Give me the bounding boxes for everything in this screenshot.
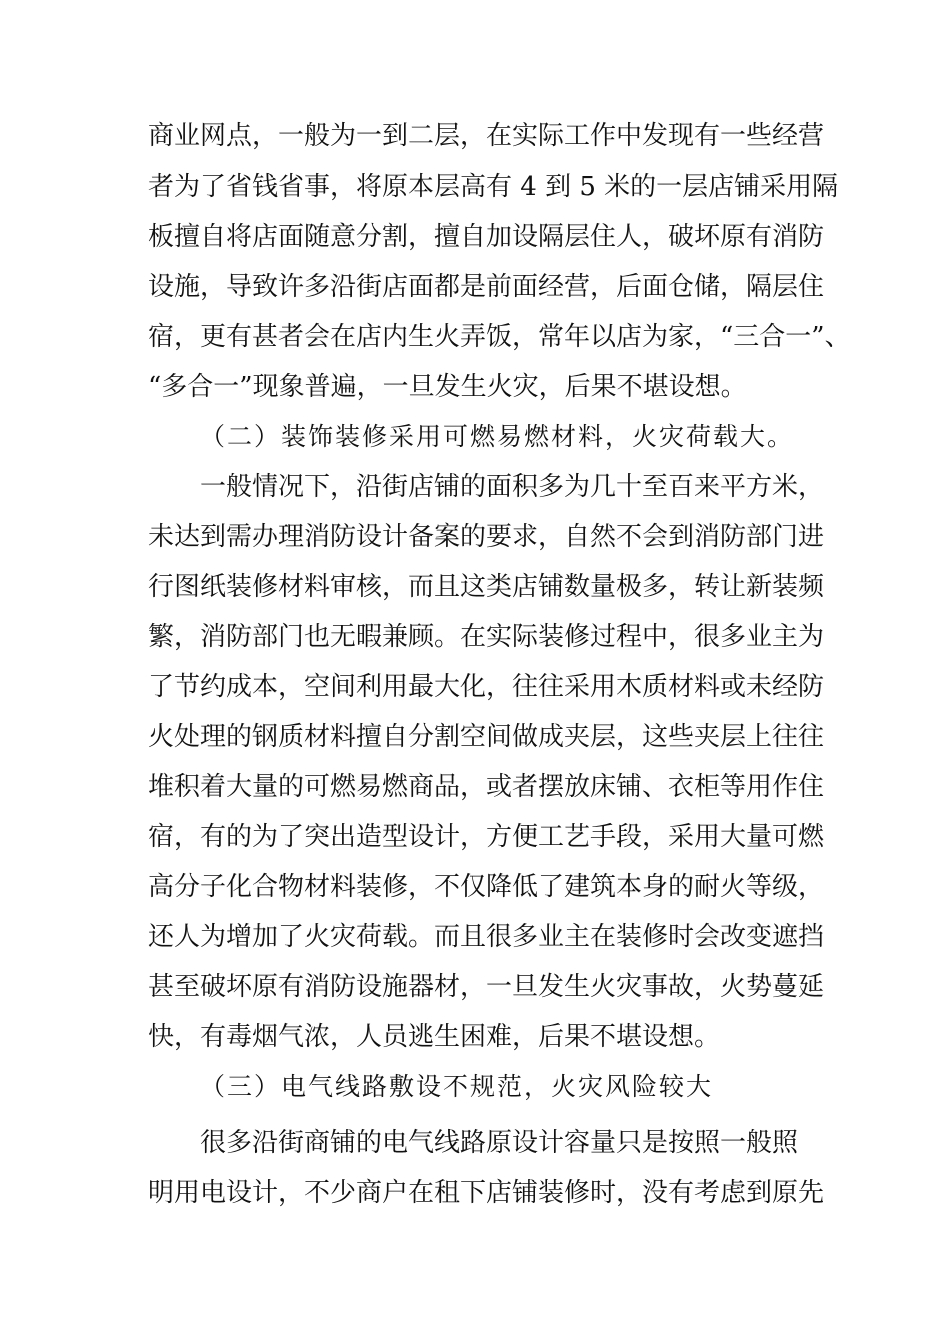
text-line: 宿，有的为了突出造型设计，方便工艺手段，采用大量可燃 <box>148 822 825 852</box>
text-line: 一般情况下，沿街店铺的面积多为几十至百来平方米， <box>200 472 825 502</box>
section-heading-2: （二）装饰装修采用可燃易燃材料，火灾荷载大。 <box>200 422 795 451</box>
text-line: 行图纸装修材料审核，而且这类店铺数量极多，转让新装频 <box>148 572 825 602</box>
text-line: 者为了省钱省事，将原本层高有 4 到 5 米的一层店铺采用隔 <box>148 172 839 202</box>
text-line: 设施，导致许多沿街店面都是前面经营，后面仓储，隔层住 <box>148 272 825 302</box>
text-line: 了节约成本，空间利用最大化，往往采用木质材料或未经防 <box>148 672 825 702</box>
text-line: 高分子化合物材料装修，不仅降低了建筑本身的耐火等级， <box>148 872 825 902</box>
text-line: 还人为增加了火灾荷载。而且很多业主在装修时会改变遮挡 <box>148 922 825 952</box>
text-line: 商业网点，一般为一到二层，在实际工作中发现有一些经营 <box>148 121 825 151</box>
text-line: 明用电设计，不少商户在租下店铺装修时，没有考虑到原先 <box>148 1178 825 1208</box>
text-line: 堆积着大量的可燃易燃商品，或者摆放床铺、衣柜等用作住 <box>148 772 825 802</box>
text-line: 繁，消防部门也无暇兼顾。在实际装修过程中，很多业主为 <box>148 622 825 652</box>
text-line: 宿，更有甚者会在店内生火弄饭，常年以店为家，“三合一”、 <box>148 322 851 352</box>
text-line: 火处理的钢质材料擅自分割空间做成夹层，这些夹层上往往 <box>148 722 825 752</box>
text-line: 未达到需办理消防设计备案的要求，自然不会到消防部门进 <box>148 522 825 552</box>
text-line: “多合一”现象普遍，一旦发生火灾，后果不堪设想。 <box>148 372 747 402</box>
section-heading-3: （三）电气线路敷设不规范，火灾风险较大 <box>200 1072 714 1101</box>
text-line: 板擅自将店面随意分割，擅自加设隔层住人，破坏原有消防 <box>148 222 825 252</box>
text-line: 甚至破坏原有消防设施器材，一旦发生火灾事故，火势蔓延 <box>148 972 825 1002</box>
text-line: 快，有毒烟气浓，人员逃生困难，后果不堪设想。 <box>148 1022 721 1052</box>
text-line: 很多沿街商铺的电气线路原设计容量只是按照一般照 <box>200 1128 799 1158</box>
